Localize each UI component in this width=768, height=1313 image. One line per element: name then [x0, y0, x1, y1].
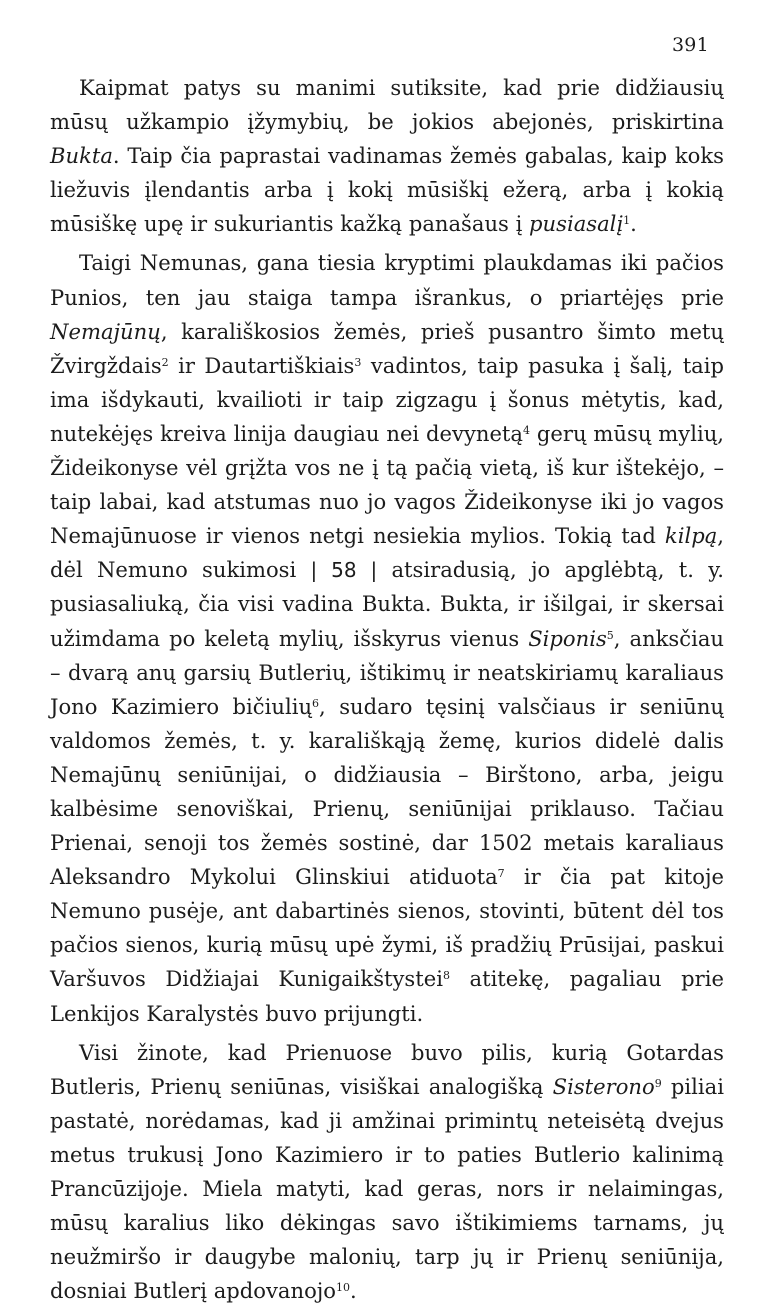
text-run: ir Dautartiškiais: [168, 352, 355, 378]
italic-term: Nemajūnų: [50, 318, 161, 344]
text-run: ir čia pat kitoje Nemuno pusėje, ant dabartinės sienos, stovinti, būtent dėl tos pačios sienos, kurią mūsų upė žymi, iš pradžių Prūsijai, paskui Varšuvos Didžiajai Kunigaikštystei: [50, 864, 724, 992]
page-number: 391: [672, 34, 709, 56]
text-run: atsiradusią, jo apglėbtą, t. y. pusiasaliuką, čia visi vadina Bukta. Bukta, ir išilgai, ir skersai užimdama po keletą mylių, išskyrus vienus: [50, 557, 725, 651]
footnote-marker: 5: [606, 628, 614, 642]
text-run: , dėl Nemuno sukimosi: [50, 523, 724, 583]
text-run: Taigi Nemunas, gana tiesia kryptimi plaukdamas iki pačios Punios, ten jau staiga tampa išrankus, o priartėjęs prie: [50, 250, 724, 310]
footnote-marker: 9: [654, 1076, 662, 1090]
paragraph: [50, 1036, 724, 1309]
italic-term: kilpą: [664, 523, 718, 549]
footnote-marker: 10: [336, 1281, 351, 1295]
footnote-marker: 6: [312, 696, 320, 710]
text-run: piliai pastatė, norėdamas, kad ji amžinai primintų neteisėtą dvejus metus trukusį Jono Kazimiero ir to paties Butlerio kalinimą Prancūzijoje. Miela matyti, kad geras, nors ir nelaimingas, mūsų karalius liko dėkingas savo ištikimiems tarnams, jų neužmiršo ir daugybe malonių, tarp jų ir Prienų seniūnija, dosniai Butlerį apdovanojo: [50, 1073, 724, 1304]
text-run: .: [350, 1278, 357, 1304]
footnote-marker: 2: [161, 355, 169, 369]
text-run: vadintos, taip pasuka į šalį, taip ima išdykauti, kvailioti ir taip zigzagu į šonus mėtytis, kad, nutekėjęs kreiva linija daugiau nei devynetą: [50, 352, 724, 446]
paragraph: [50, 246, 724, 1030]
text-run: , karališkosios žemės, prieš pusantro šimto metų Žvirgždais: [50, 318, 724, 378]
text-run: gerų mūsų mylių, Žideikonyse vėl grįžta vos ne į tą pačią vietą, iš kur ištekėjo, – taip labai, kad atstumas nuo jo vagos Žideikonyse iki jo vagos Nemajūnuose ir vienos netgi nesiekia mylios. Tokią tad: [50, 420, 724, 549]
footnote-marker: 8: [442, 969, 450, 983]
footnote-marker: 4: [523, 423, 530, 437]
italic-term: pusiasalį: [529, 211, 624, 237]
footnote-marker: 3: [354, 355, 362, 369]
italic-term: Sisterono: [552, 1073, 655, 1099]
text-run: Kaipmat patys su manimi sutiksite, kad prie didžiausių mūsų užkampio įžymybių, be jokios abejonės, priskirtina: [50, 75, 724, 135]
text-run: atitekę, pagaliau prie Lenkijos Karalystės buvo prijungti.: [50, 966, 724, 1026]
footnote-marker: 7: [497, 867, 505, 881]
text-run: , sudaro tęsinį valsčiaus ir seniūnų valdomos žemės, t. y. karališkąją žemę, kurios didelė dalis Nemajūnų seniūnijai, o didžiausia – Birštono, arba, jeigu kalbėsime senoviškai, Prienų, seniūnijai priklauso. Tačiau Prienai, senoji tos žemės sostinė, dar 1502 metais karaliaus Aleksandro Mykolui Glinskiui atiduota: [50, 693, 724, 890]
text-run: .: [630, 211, 637, 237]
text-run: , anksčiau – dvarą anų garsių Butlerių, ištikimų ir neatskiriamų karaliaus Jono Kazimiero bičiulių: [50, 625, 724, 719]
italic-term: Bukta: [50, 143, 113, 169]
paragraph: [50, 71, 724, 241]
body-text: [50, 71, 724, 1313]
italic-term: Siponis: [528, 625, 607, 651]
original-page-reference: | 58 |: [310, 558, 378, 583]
footnote-marker: 1: [623, 214, 631, 228]
text-run: . Taip čia paprastai vadinamas žemės gabalas, kaip koks liežuvis įlendantis arba į kokį mūsiškį ežerą, arba į kokią mūsiškę upę ir sukuriantis kažką panašaus į: [50, 143, 724, 237]
text-run: Visi žinote, kad Prienuose buvo pilis, kurią Gotardas Butleris, Prienų seniūnas, visiškai analogišką: [50, 1039, 724, 1099]
